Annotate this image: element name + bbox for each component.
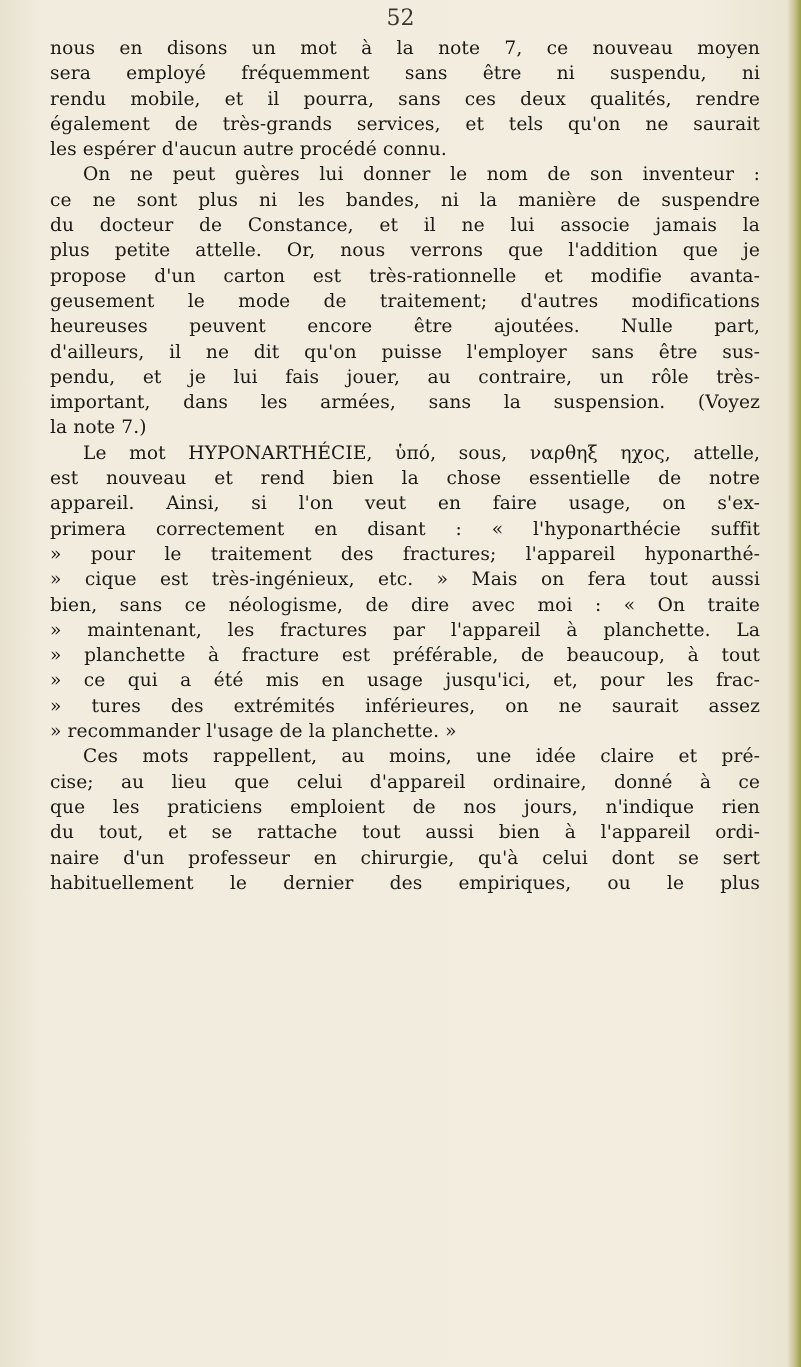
text-line: d'ailleurs, il ne dit qu'on puisse l'employer sans être sus- — [50, 341, 760, 363]
text-line: sera employé fréquemment sans être ni suspendu, ni — [50, 63, 760, 85]
text-line: les espérer d'aucun autre procédé connu. — [50, 139, 447, 161]
text-line: Ces mots rappellent, au moins, une idée claire et pré- — [83, 746, 760, 768]
text-line: heureuses peuvent encore être ajoutées. Nulle part, — [50, 316, 760, 338]
text-line: geusement le mode de traitement; d'autres modifications — [50, 290, 760, 312]
text-line: propose d'un carton est très-rationnelle et modifie avanta- — [50, 265, 760, 287]
page-number: 52 — [386, 6, 415, 31]
text-line: » planchette à fracture est préférable, de beaucoup, à tout — [50, 645, 760, 667]
text-line: nous en disons un mot à la note 7, ce nouveau moyen — [50, 38, 760, 59]
text-line: » pour le traitement des fractures; l'appareil hyponarthé- — [50, 543, 760, 565]
text-line: » ce qui a été mis en usage jusqu'ici, et, pour les frac- — [50, 670, 760, 692]
text-line: la note 7.) — [50, 417, 147, 439]
text-line: plus petite attelle. Or, nous verrons que l'addition que je — [50, 240, 760, 262]
text-line: » cique est très-ingénieux, etc. » Mais on fera tout aussi — [50, 569, 760, 591]
text-line: Le mot HYPONARTHÉCIE, ὑπό, sous, ναρθηξ ηχος, attelle, — [83, 442, 760, 464]
text-line: que les praticiens emploient de nos jours, n'indique rien — [50, 796, 760, 818]
text-line: appareil. Ainsi, si l'on veut en faire usage, on s'ex- — [50, 493, 760, 515]
page-edge — [787, 0, 801, 1367]
text-line: » tures des extrémités inférieures, on ne saurait assez — [50, 695, 760, 717]
text-line: On ne peut guères lui donner le nom de son inventeur : — [83, 164, 760, 186]
text-line: est nouveau et rend bien la chose essentielle de notre — [50, 468, 760, 490]
text-line: » maintenant, les fractures par l'appareil à planchette. La — [50, 619, 760, 641]
text-line: naire d'un professeur en chirurgie, qu'à celui dont se sert — [50, 847, 760, 869]
text-line: primera correctement en disant : « l'hyponarthécie suffit — [50, 518, 760, 540]
text-line: du docteur de Constance, et il ne lui associe jamais la — [50, 215, 760, 237]
text-line: également de très-grands services, et tels qu'on ne saurait — [50, 113, 760, 135]
body-text — [50, 36, 760, 896]
text-line: habituellement le dernier des empiriques, ou le plus — [50, 872, 760, 894]
text-line: ce ne sont plus ni les bandes, ni la manière de suspendre — [50, 189, 760, 211]
text-line: bien, sans ce néologisme, de dire avec moi : « On traite — [50, 594, 760, 616]
text-line: » recommander l'usage de la planchette. » — [50, 721, 457, 743]
text-line: cise; au lieu que celui d'appareil ordinaire, donné à ce — [50, 771, 760, 793]
text-line: rendu mobile, et il pourra, sans ces deux qualités, rendre — [50, 88, 760, 110]
text-line: important, dans les armées, sans la suspension. (Voyez — [50, 392, 760, 414]
text-line: du tout, et se rattache tout aussi bien à l'appareil ordi- — [50, 822, 760, 844]
text-line: pendu, et je lui fais jouer, au contraire, un rôle très- — [50, 366, 760, 388]
